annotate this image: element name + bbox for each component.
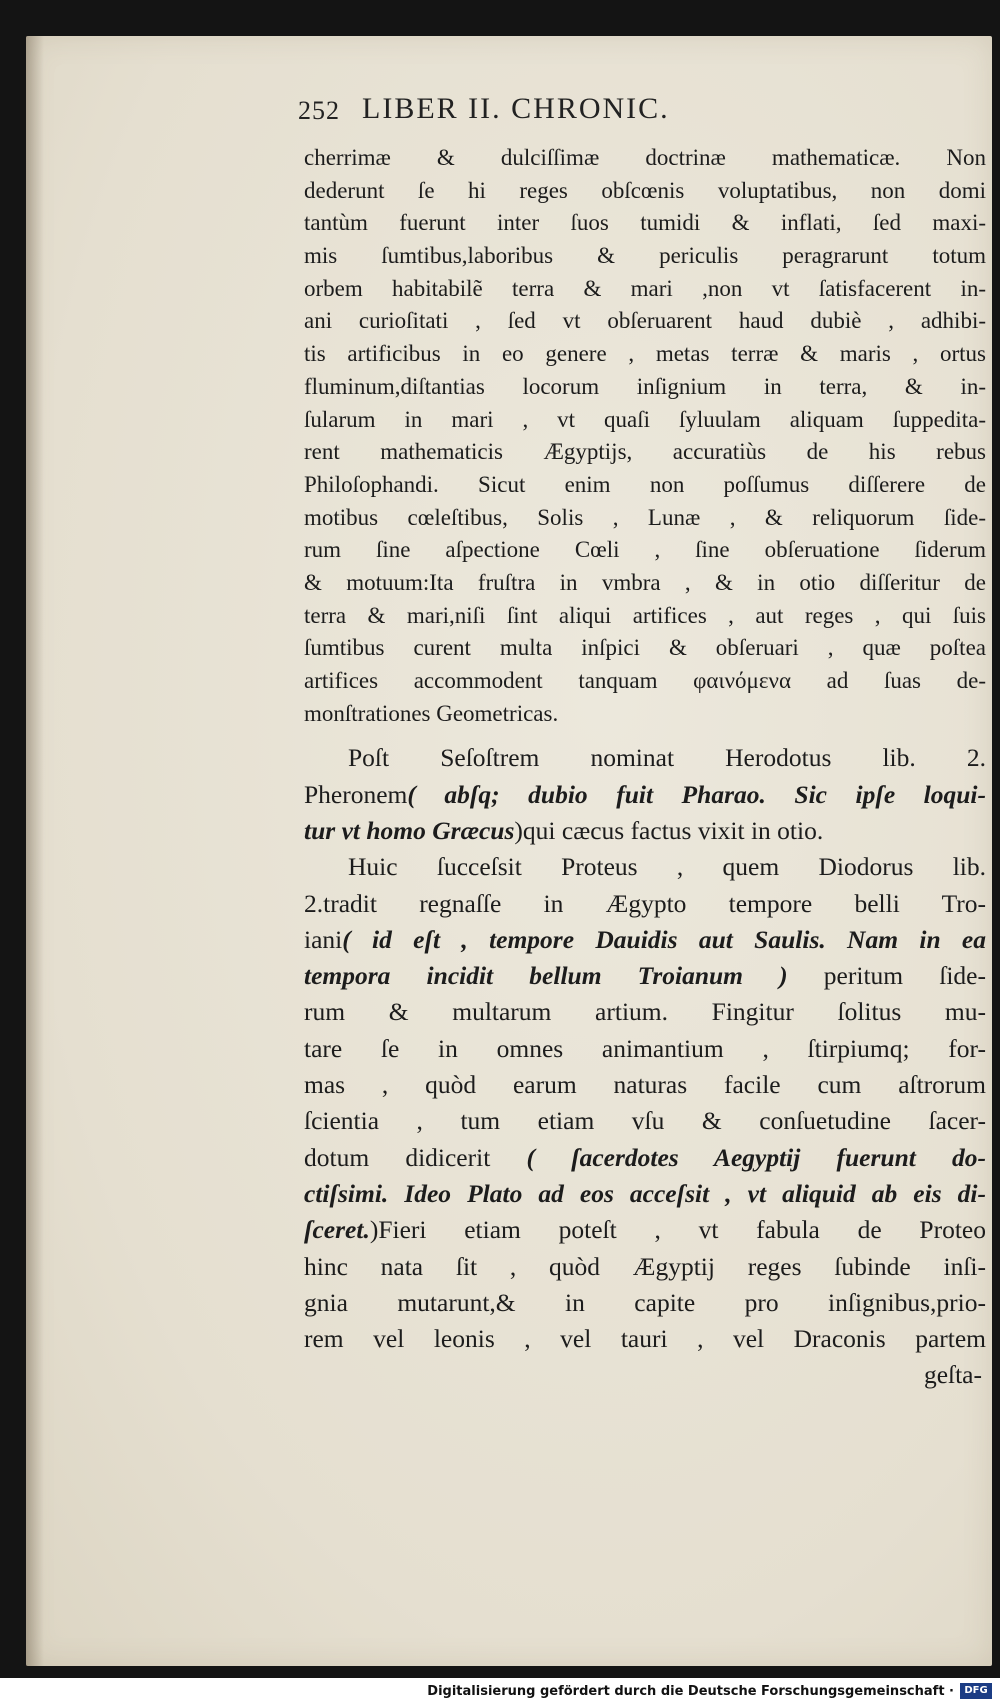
text-line — [304, 1212, 986, 1248]
text-line — [304, 958, 986, 994]
text-line: tantùm fuerunt inter ſuos tumidi & inflati, ſed maxi- — [304, 210, 986, 236]
text-line — [304, 922, 986, 958]
text-run: iani — [304, 924, 343, 954]
text-line: tis artificibus in eo genere , metas terræ & maris , ortus — [304, 341, 986, 367]
text-line: mas , quòd earum naturas facile cum aſtrorum — [304, 1070, 986, 1100]
text-line: artifices accommodent tanquam φαινόμενα ad ſuas de- — [304, 668, 986, 693]
text-line: rum ſine aſpectione Cœli , ſine obſeruatione ſiderum — [304, 537, 986, 563]
text-line: monſtrationes Geometricas. — [304, 700, 559, 726]
header-title: LIBER II. CHRONIC. — [362, 92, 670, 125]
text-run: dotum didicerit — [304, 1142, 527, 1172]
italic-gloss: tur vt homo Græcus — [304, 815, 515, 845]
text-line: & motuum:Ita fruſtra in vmbra , & in otio diſſeritur de — [304, 569, 986, 595]
page-number: 252 — [298, 96, 340, 125]
text-line: Philoſophandi. Sicut enim non poſſumus diſſerere de — [304, 471, 986, 497]
text-line: fluminum,diſtantias locorum inſignium in terra, & in- — [304, 373, 986, 399]
italic-gloss: ſceret. — [304, 1215, 370, 1245]
paragraph-1 — [304, 142, 986, 730]
italic-gloss: tempora incidit bellum Troianum ) — [304, 961, 788, 991]
text-line: ctiſsimi. Ideo Plato ad eos acceſsit , vt aliquid ab eis di- — [304, 1178, 986, 1208]
text-line: dederunt ſe hi reges obſcœnis voluptatibus, non domi — [304, 177, 986, 203]
text-run: )Fieri etiam poteſt , vt fabula de Proteo — [369, 1215, 986, 1245]
text-line: Huic ſucceſsit Proteus , quem Diodorus lib. — [348, 852, 986, 882]
text-line: hinc nata ſit , quòd Ægyptij reges ſubinde inſi- — [304, 1251, 986, 1281]
text-line: terra & mari,niſi ſint aliqui artifices , aut reges , qui ſuis — [304, 602, 986, 628]
catchword: geſta- — [923, 1360, 982, 1390]
text-line: 2.tradit regnaſſe in Ægypto tempore belli Tro- — [304, 888, 986, 918]
footer-credit: Digitalisierung gefördert durch die Deutsche Forschungsgemeinschaft · — [427, 1684, 954, 1699]
text-line — [304, 777, 986, 813]
text-line: tare ſe in omnes animantium , ſtirpiumq; for- — [304, 1033, 986, 1063]
text-line: cherrimæ & dulciſſimæ doctrinæ mathematicæ. Non — [304, 145, 986, 170]
page-gutter-shadow — [26, 36, 44, 1666]
text-line — [304, 813, 986, 849]
text-run: )qui cæcus factus vixit in otio. — [514, 815, 824, 845]
running-head — [298, 92, 948, 132]
paragraph-3 — [304, 849, 986, 1393]
text-line: ſcientia , tum etiam vſu & conſuetudine ſacer- — [304, 1106, 986, 1136]
italic-gloss: ( abſq; dubio fuit Pharao. Sic ipſe loqui- — [407, 779, 986, 809]
italic-gloss: ( ſacerdotes Aegyptij fuerunt do- — [526, 1142, 986, 1172]
text-line: ſularum in mari , vt quaſi ſyluulam aliquam ſuppedita- — [304, 406, 986, 432]
paragraph-2 — [304, 740, 986, 849]
digitization-footer — [0, 1678, 1000, 1706]
text-line: rem vel leonis , vel tauri , vel Draconis partem — [304, 1324, 986, 1354]
text-block — [304, 142, 986, 1394]
dfg-logo-icon: DFG — [960, 1683, 992, 1699]
text-line — [304, 1140, 986, 1176]
italic-gloss: ( id eſt , tempore Dauidis aut Saulis. Nam in ea — [342, 924, 986, 954]
text-run: Pheronem — [304, 779, 408, 809]
text-line: Poſt Seſoſtrem nominat Herodotus lib. 2. — [348, 743, 986, 773]
text-line: ani curioſitati , ſed vt obſeruarent haud dubiè , adhibi- — [304, 308, 986, 334]
text-line: motibus cœleſtibus, Solis , Lunæ , & reliquorum ſide- — [304, 504, 986, 530]
text-line: ſumtibus curent multa inſpici & obſeruari , quæ poſtea — [304, 635, 986, 661]
text-run: peritum ſide- — [787, 961, 986, 991]
text-line: gnia mutarunt,& in capite pro inſignibus,prio- — [304, 1287, 986, 1317]
text-line: rum & multarum artium. Fingitur ſolitus mu- — [304, 997, 986, 1027]
text-line: rent mathematicis Ægyptijs, accuratiùs de his rebus — [304, 439, 986, 465]
text-line: orbem habitabilẽ terra & mari ,non vt ſatisfacerent in- — [304, 275, 986, 301]
text-line: mis ſumtibus,laboribus & periculis peragrarunt totum — [304, 243, 986, 269]
